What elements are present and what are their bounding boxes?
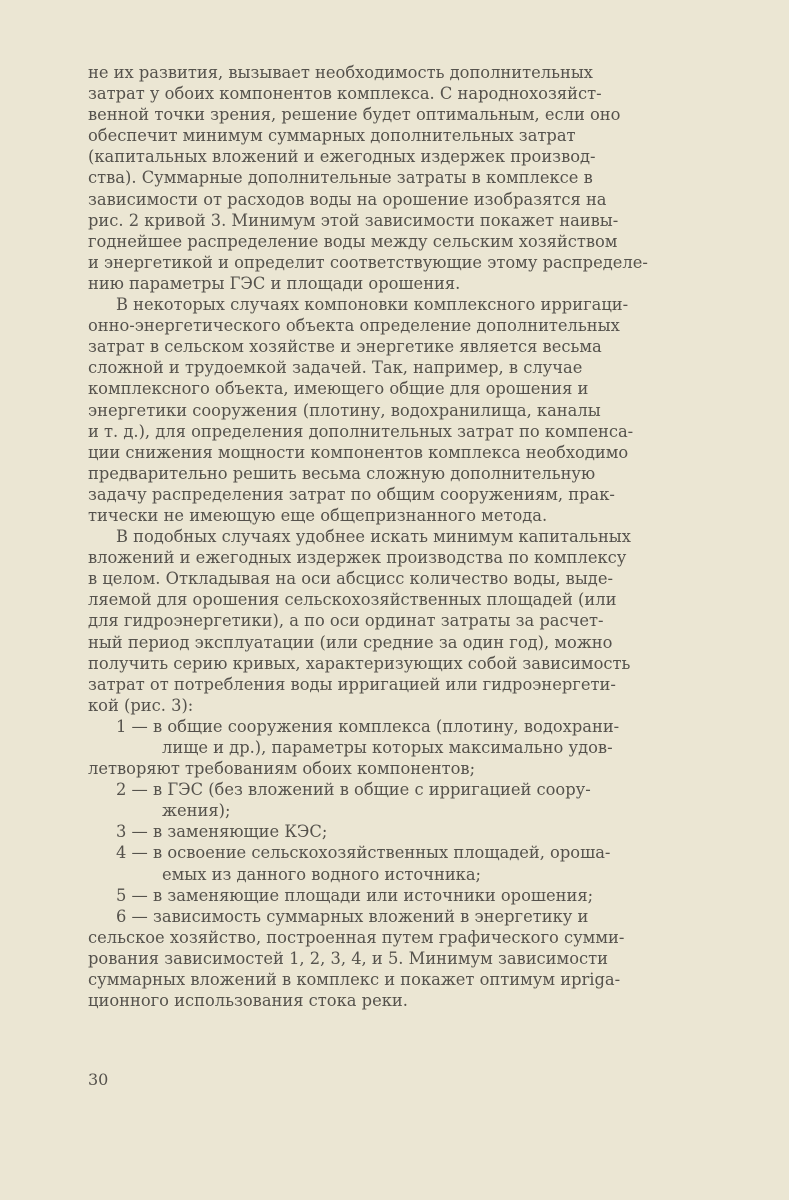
text-line: онно-энергетического объекта определение дополнительных <box>88 316 620 336</box>
list-item-continuation: емых из данного водного источника; <box>162 864 482 884</box>
list-item: 2 — в ГЭС (без вложений в общие с ирригацией соору- <box>116 780 591 800</box>
list-item: 1 — в общие сооружения комплекса (плотину, водохрани- <box>116 716 620 736</box>
text-line: обеспечит минимум суммарных дополнительных затрат <box>88 126 576 146</box>
text-line: вложений и ежегодных издержек производства по комплексу <box>88 548 627 568</box>
text-line: В подобных случаях удобнее искать минимум капитальных <box>116 527 631 547</box>
list-item: 3 — в заменяющие КЭС; <box>116 822 328 842</box>
list-item: 5 — в заменяющие площади или источники орошения; <box>116 885 594 905</box>
text-line: предварительно решить весьма сложную дополнительную <box>88 463 596 483</box>
list-item: 6 — зависимость суммарных вложений в энергетику и <box>116 906 589 926</box>
text-line: рования зависимостей 1, 2, 3, 4, и 5. Минимум зависимости <box>88 948 608 968</box>
text-line: ляемой для орошения сельскохозяйственных площадей (или <box>88 590 617 610</box>
text-line: не их развития, вызывает необходимость дополнительных <box>88 63 593 82</box>
text-line: для гидроэнергетики), а по оси ординат затраты за расчет- <box>88 611 604 631</box>
text-line: венной точки зрения, решение будет оптимальным, если оно <box>88 105 621 125</box>
text-line: ства). Суммарные дополнительные затраты в комплексе в <box>88 168 593 188</box>
text-line: сложной и трудоемкой задачей. Так, например, в случае <box>88 358 583 378</box>
text-line: энергетики сооружения (плотину, водохранилища, каналы <box>88 400 601 420</box>
text-line: зависимости от расходов воды на орошение изобразятся на <box>88 189 607 209</box>
text-line: затрат в сельском хозяйстве и энергетике является весьма <box>88 337 602 357</box>
text-line: в целом. Откладывая на оси абсцисс количество воды, выде- <box>88 569 613 589</box>
list-item-continuation: лище и др.), параметры которых максимально удов- <box>162 738 613 757</box>
text-line: ции снижения мощности компонентов комплекса необходимо <box>88 442 629 462</box>
text-line: сельское хозяйство, построенная путем графического сумми- <box>88 927 625 947</box>
text-line: рис. 2 кривой 3. Минимум этой зависимости покажет наивы- <box>88 210 619 230</box>
text-line: комплексного объекта, имеющего общие для орошения и <box>88 379 589 399</box>
list-item-continuation: летворяют требованиям обоих компонентов; <box>88 759 476 779</box>
text-line: задачу распределения затрат по общим сооружениям, прак- <box>88 484 615 504</box>
page-number: 30 <box>88 1070 109 1089</box>
text-line: затрат от потребления воды ирригацией или гидроэнергети- <box>88 674 616 694</box>
text-line: годнейшее распределение воды между сельским хозяйством <box>88 231 618 251</box>
list-item-continuation: жения); <box>162 801 231 821</box>
text-line: тически не имеющую еще общепризнанного метода. <box>88 505 548 525</box>
text-line: и т. д.), для определения дополнительных затрат по компенса- <box>88 421 634 441</box>
text-line: В некоторых случаях компоновки комплексного ирригаци- <box>116 295 629 315</box>
text-line: и энергетикой и определит соответствующие этому распределе- <box>88 252 648 272</box>
text-line: ционного использования стока реки. <box>88 991 408 1011</box>
text-line: ный период эксплуатации (или средние за один год), можно <box>88 632 613 652</box>
text-line: суммарных вложений в комплекс и покажет оптимум ирriga- <box>88 970 621 990</box>
text-line: получить серию кривых, характеризующих собой зависимость <box>88 653 631 673</box>
list-item: 4 — в освоение сельскохозяйственных площадей, ороша- <box>116 843 611 863</box>
text-line: (капитальных вложений и ежегодных издержек производ- <box>88 147 596 167</box>
body-text <box>88 62 728 1011</box>
text-line: затрат у обоих компонентов комплекса. С народнохозяйст- <box>88 84 602 104</box>
text-line: кой (рис. 3): <box>88 695 194 715</box>
text-line: нию параметры ГЭС и площади орошения. <box>88 273 461 293</box>
